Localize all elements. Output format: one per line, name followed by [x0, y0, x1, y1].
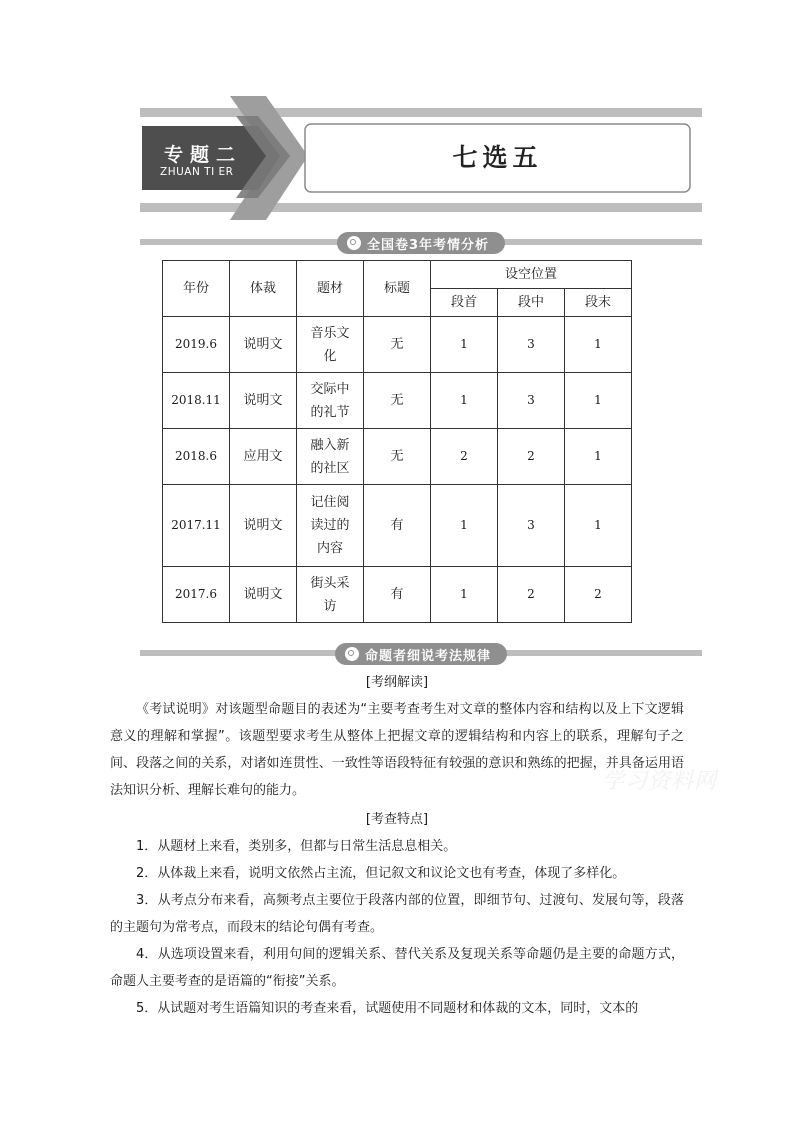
header-paragraph-middle: 段中 [498, 289, 565, 317]
cell-paragraph-start: 1 [431, 485, 498, 567]
table-row [163, 373, 632, 429]
watermark: 学习资料网 [602, 769, 718, 794]
cell-genre: 说明文 [230, 485, 297, 567]
cell-paragraph-start: 1 [431, 317, 498, 373]
header-paragraph-start: 段首 [431, 289, 498, 317]
cell-subject [297, 485, 364, 567]
cell-subject-line: 音乐文 [310, 325, 350, 341]
feature-item: 4．从选项设置来看，利用句间的逻辑关系、替代关系及复现关系等命题仍是主要的命题方式，命题人主要考查的是语篇的“衔接”关系。 [110, 947, 684, 989]
feature-item: 3．从考点分布来看，高频考点主要位于段落内部的位置，即细节句、过渡句、发展句等，段落的主题句为常考点，而段末的结论句偶有考查。 [110, 893, 684, 935]
cell-subject-line: 读过的 [310, 518, 350, 533]
cell-subject-line: 的社区 [310, 460, 350, 476]
cell-paragraph-middle: 3 [498, 317, 565, 373]
section-bullet-icon [345, 647, 359, 661]
table-row [163, 317, 632, 373]
header-subject: 题材 [297, 261, 364, 317]
cell-subject [297, 429, 364, 485]
heading-features: [考查特点] [365, 812, 429, 827]
cell-paragraph-start: 2 [431, 429, 498, 485]
cell-year: 2017.6 [163, 567, 230, 623]
cell-subject-line: 街头采 [310, 575, 350, 591]
feature-item: 2．从体裁上来看，说明文依然占主流，但记叙文和议论文也有考查，体现了多样化。 [136, 866, 626, 881]
cell-title: 无 [364, 317, 431, 373]
cell-title: 有 [364, 567, 431, 623]
topic-pinyin-label: ZHUAN TI ER [160, 166, 234, 178]
cell-paragraph-start: 1 [431, 373, 498, 429]
cell-genre: 说明文 [230, 317, 297, 373]
cell-subject [297, 567, 364, 623]
topic-number-label: 专题二 [164, 144, 243, 166]
cell-subject-line: 记住阅 [310, 495, 350, 510]
header-genre: 体裁 [230, 261, 297, 317]
header-paragraph-end: 段末 [565, 289, 632, 317]
cell-year: 2017.11 [163, 485, 230, 567]
cell-paragraph-end: 1 [565, 373, 632, 429]
exam-analysis-table [162, 260, 632, 623]
cell-subject [297, 317, 364, 373]
cell-genre: 应用文 [230, 429, 297, 485]
section-title: 命题者细说考法规律 [364, 648, 492, 664]
header-blank-position: 设空位置 [431, 261, 632, 289]
heading-syllabus: [考纲解读] [365, 675, 429, 690]
header-title: 标题 [364, 261, 431, 317]
cell-paragraph-end: 1 [565, 317, 632, 373]
table-row [163, 567, 632, 623]
cell-subject-line: 融入新 [310, 437, 350, 453]
header-year: 年份 [163, 261, 230, 317]
section-bar-exam-rules [140, 643, 702, 667]
table-row [163, 429, 632, 485]
cell-genre: 说明文 [230, 567, 297, 623]
cell-paragraph-middle: 3 [498, 373, 565, 429]
page-title: 七选五 [452, 143, 543, 172]
cell-subject-line: 访 [323, 598, 337, 614]
cell-subject-line: 内容 [316, 541, 343, 556]
cell-subject-line: 化 [323, 348, 337, 364]
table-row [163, 485, 632, 567]
cell-year: 2018.11 [163, 373, 230, 429]
feature-item: 5．从试题对考生语篇知识的考查来看，试题使用不同题材和体裁的文本，同时，文本的 [136, 1001, 639, 1016]
cell-subject [297, 373, 364, 429]
cell-paragraph-middle: 2 [498, 567, 565, 623]
topic-header [140, 96, 702, 220]
section-bar-exam-analysis [140, 232, 702, 256]
cell-year: 2018.6 [163, 429, 230, 485]
body-content [110, 669, 684, 1022]
syllabus-paragraph: 《考试说明》对该题型命题目的表述为“主要考查考生对文章的整体内容和结构以及上下文逻辑意义的理解和掌握”。该题型要求考生从整体上把握文章的逻辑结构和内容上的联系，理解句子之间、段落之间的关系，对诸如连贯性、一致性等语段特征有较强的意识和熟练的把握，并具备运用语法知识分析、理解长难句的能力。 [110, 702, 684, 798]
cell-genre: 说明文 [230, 373, 297, 429]
cell-paragraph-end: 1 [565, 485, 632, 567]
feature-item: 1．从题材上来看，类别多，但都与日常生活息息相关。 [136, 839, 457, 854]
section-title: 全国卷3年考情分析 [366, 237, 490, 253]
cell-subject-line: 的礼节 [310, 404, 350, 420]
section-tag [337, 232, 505, 254]
cell-title: 无 [364, 373, 431, 429]
section-tag [335, 643, 507, 665]
cell-paragraph-end: 1 [565, 429, 632, 485]
cell-title: 有 [364, 485, 431, 567]
cell-title: 无 [364, 429, 431, 485]
cell-paragraph-middle: 2 [498, 429, 565, 485]
cell-paragraph-end: 2 [565, 567, 632, 623]
section-bullet-icon [347, 236, 361, 250]
cell-paragraph-start: 1 [431, 567, 498, 623]
cell-year: 2019.6 [163, 317, 230, 373]
cell-subject-line: 交际中 [310, 381, 350, 397]
cell-paragraph-middle: 3 [498, 485, 565, 567]
